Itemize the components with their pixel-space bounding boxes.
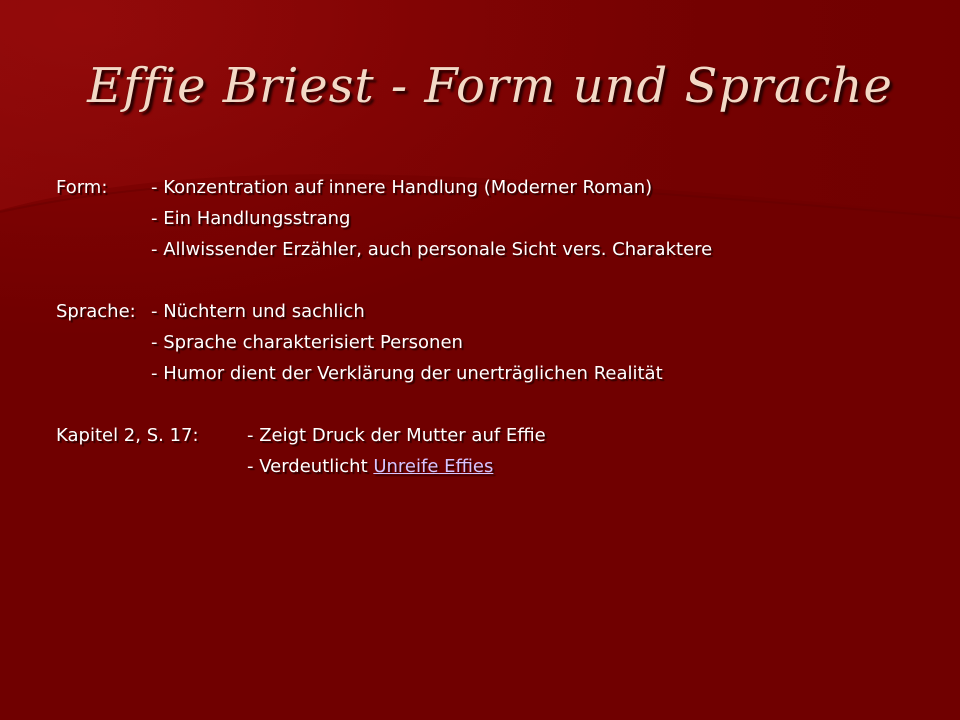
unreife-effies-link[interactable]: Unreife Effies (373, 456, 494, 477)
kapitel-item (247, 451, 493, 482)
form-item: - Allwissender Erzähler, auch personale Sicht vers. Charaktere (151, 239, 713, 260)
kapitel-row-1 (56, 420, 936, 451)
sprache-item: - Humor dient der Verklärung der unerträglichen Realität (151, 363, 663, 384)
form-item: - Ein Handlungsstrang (151, 208, 351, 229)
form-row-1 (56, 172, 936, 203)
slide-title: Effie Briest - Form und Sprache (87, 58, 893, 114)
sprache-row-3 (56, 358, 936, 389)
kapitel-row-2 (56, 451, 936, 482)
spacer (56, 389, 936, 420)
form-row-3 (56, 234, 936, 265)
sprache-row-2 (56, 327, 936, 358)
form-item: - Konzentration auf innere Handlung (Moderner Roman) (151, 177, 653, 198)
kapitel-item: - Zeigt Druck der Mutter auf Effie (247, 425, 546, 446)
kapitel-item-text: - Verdeutlicht (247, 456, 374, 477)
sprache-label: Sprache: (56, 301, 136, 322)
sprache-item: - Sprache charakterisiert Personen (151, 332, 463, 353)
form-label: Form: (56, 177, 108, 198)
kapitel-label: Kapitel 2, S. 17: (56, 425, 199, 446)
slide-body (56, 172, 936, 482)
spacer (56, 265, 936, 296)
sprache-row-1 (56, 296, 936, 327)
sprache-item: - Nüchtern und sachlich (151, 301, 365, 322)
form-row-2 (56, 203, 936, 234)
